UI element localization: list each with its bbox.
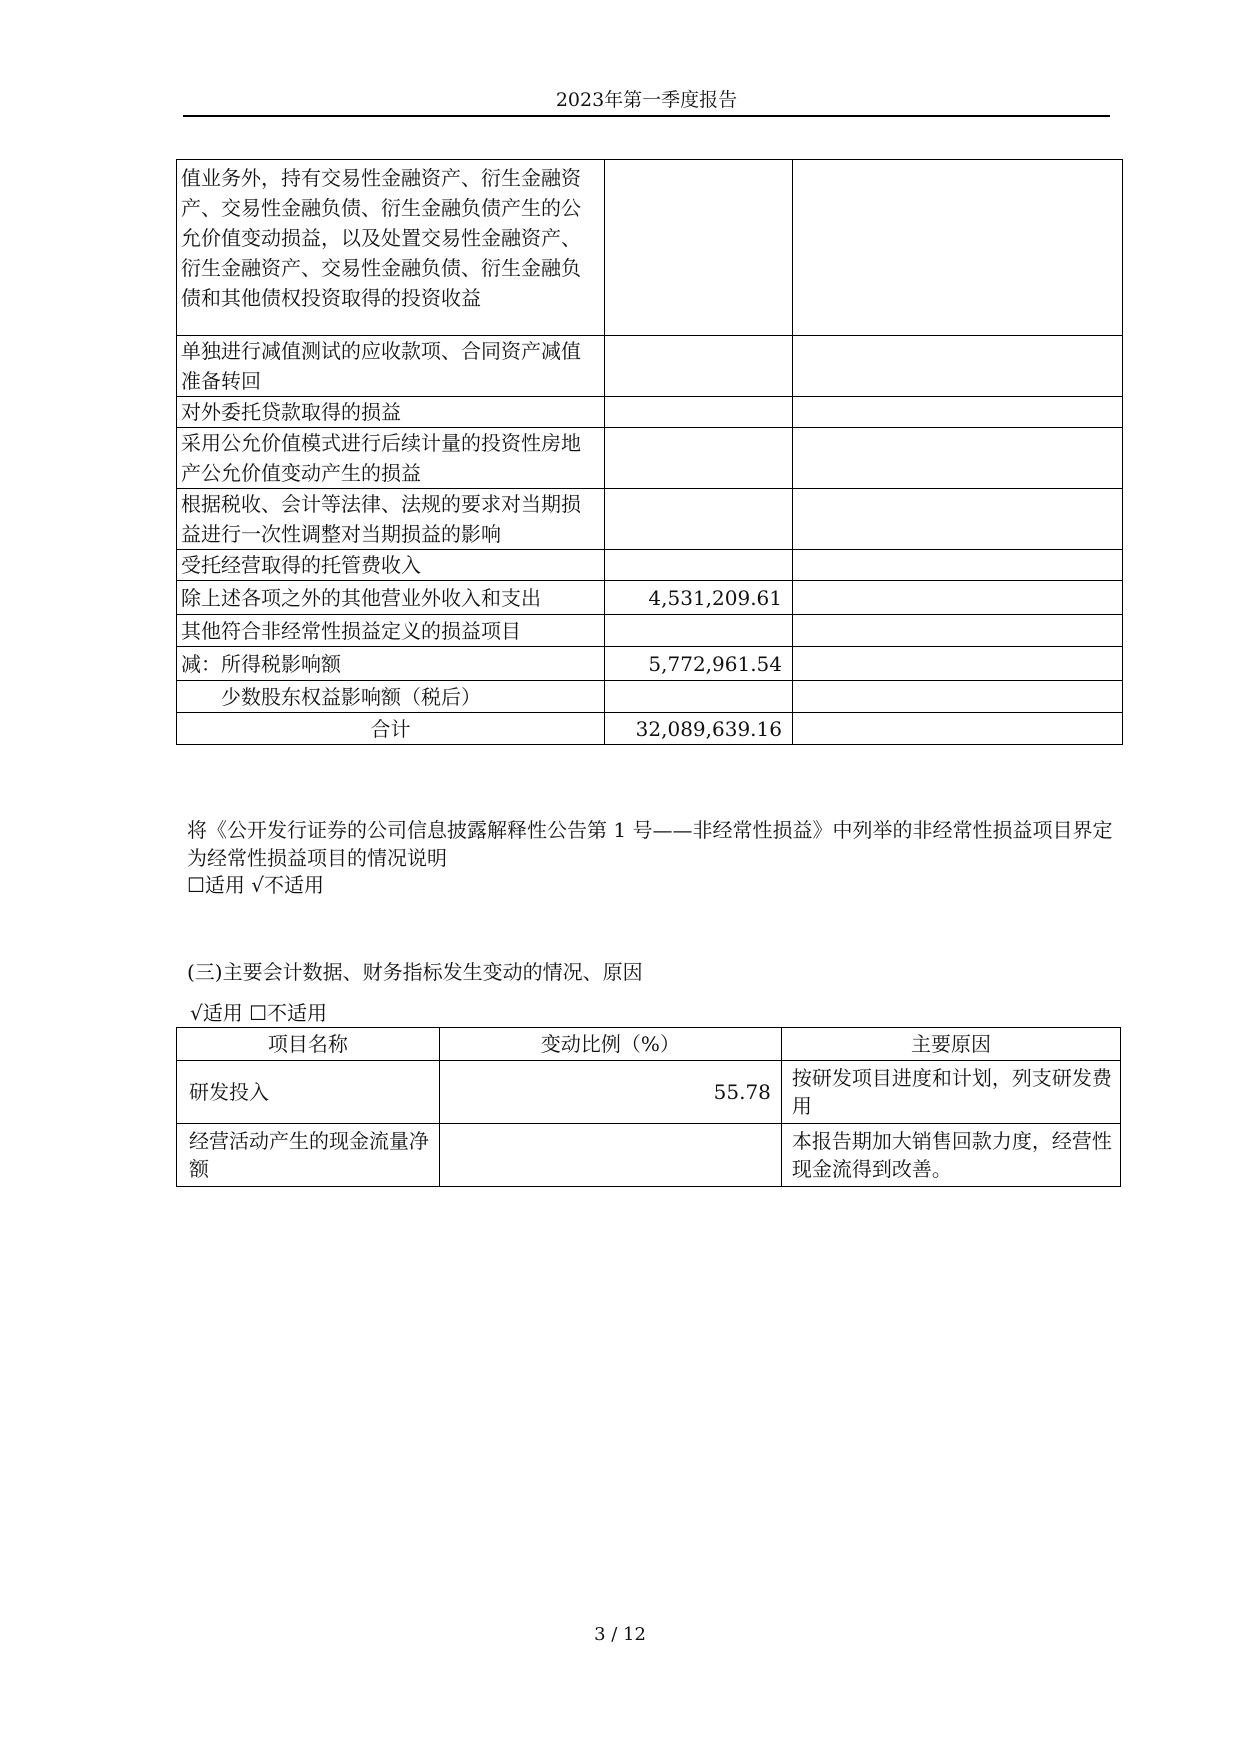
note-cell [793,713,1123,745]
report-title: 2023年第一季度报告 [555,89,738,111]
change-ratio-cell: 55.78 [439,1061,781,1124]
table-row [177,581,1123,615]
amount-cell [605,428,793,489]
applicability-options: √适用 ☐不适用 [190,1001,328,1025]
note-cell [793,160,1123,336]
item-cell: 少数股东权益影响额（税后） [177,681,605,713]
item-name-cell: 研发投入 [177,1061,440,1124]
table-row [177,550,1123,581]
amount-cell [605,550,793,581]
table-row [177,615,1123,647]
note-cell [793,336,1123,397]
changes-table [176,1027,1121,1187]
item-cell: 单独进行减值测试的应收款项、合同资产减值准备转回 [177,336,605,397]
column-header: 项目名称 [177,1028,440,1061]
total-label: 合计 [177,713,605,745]
table-row [177,1124,1121,1187]
page-header [183,88,1110,117]
table-row [177,489,1123,550]
note-cell [793,615,1123,647]
non-recurring-gains-table [176,159,1123,745]
item-cell: 其他符合非经常性损益定义的损益项目 [177,615,605,647]
applicability-options: ☐适用 √不适用 [187,873,325,897]
amount-cell [605,336,793,397]
amount-cell [605,160,793,336]
note-cell [793,489,1123,550]
table-row [177,681,1123,713]
table-header-row [177,1028,1121,1061]
note-cell [793,681,1123,713]
amount-cell [605,489,793,550]
reclassification-note: 将《公开发行证券的公司信息披露解释性公告第 1 号——非经常性损益》中列举的非经常性损益项目界定为经常性损益项目的情况说明 [187,818,1113,870]
table-row [177,160,1123,336]
amount-cell: 5,772,961.54 [605,647,793,681]
column-header: 主要原因 [781,1028,1120,1061]
amount-cell [605,615,793,647]
amount-cell: 4,531,209.61 [605,581,793,615]
note-cell [793,550,1123,581]
amount-cell [605,397,793,428]
table-row [177,1061,1121,1124]
note-cell [793,397,1123,428]
item-cell: 除上述各项之外的其他营业外收入和支出 [177,581,605,615]
total-amount: 32,089,639.16 [605,713,793,745]
table-row [177,647,1123,681]
item-cell: 采用公允价值模式进行后续计量的投资性房地产公允价值变动产生的损益 [177,428,605,489]
item-cell: 根据税收、会计等法律、法规的要求对当期损益进行一次性调整对当期损益的影响 [177,489,605,550]
column-header: 变动比例（%） [439,1028,781,1061]
total-row [177,713,1123,745]
item-cell: 值业务外，持有交易性金融资产、衍生金融资产、交易性金融负债、衍生金融负债产生的公允价值变动损益，以及处置交易性金融资产、衍生金融资产、交易性金融负债、衍生金融负债和其他债权投资取得的投资收益 [177,160,605,336]
page-number: 3 / 12 [594,1624,646,1645]
item-name-cell: 经营活动产生的现金流量净额 [177,1124,440,1187]
item-cell: 减：所得税影响额 [177,647,605,681]
note-cell [793,647,1123,681]
amount-cell [605,681,793,713]
reason-cell: 按研发项目进度和计划，列支研发费用 [781,1061,1120,1124]
item-cell: 对外委托贷款取得的损益 [177,397,605,428]
table-row [177,397,1123,428]
change-ratio-cell [439,1124,781,1187]
section-title: (三)主要会计数据、财务指标发生变动的情况、原因 [187,960,643,984]
item-cell: 受托经营取得的托管费收入 [177,550,605,581]
note-cell [793,428,1123,489]
note-cell [793,581,1123,615]
table-row [177,428,1123,489]
reason-cell: 本报告期加大销售回款力度，经营性现金流得到改善。 [781,1124,1120,1187]
table-row [177,336,1123,397]
